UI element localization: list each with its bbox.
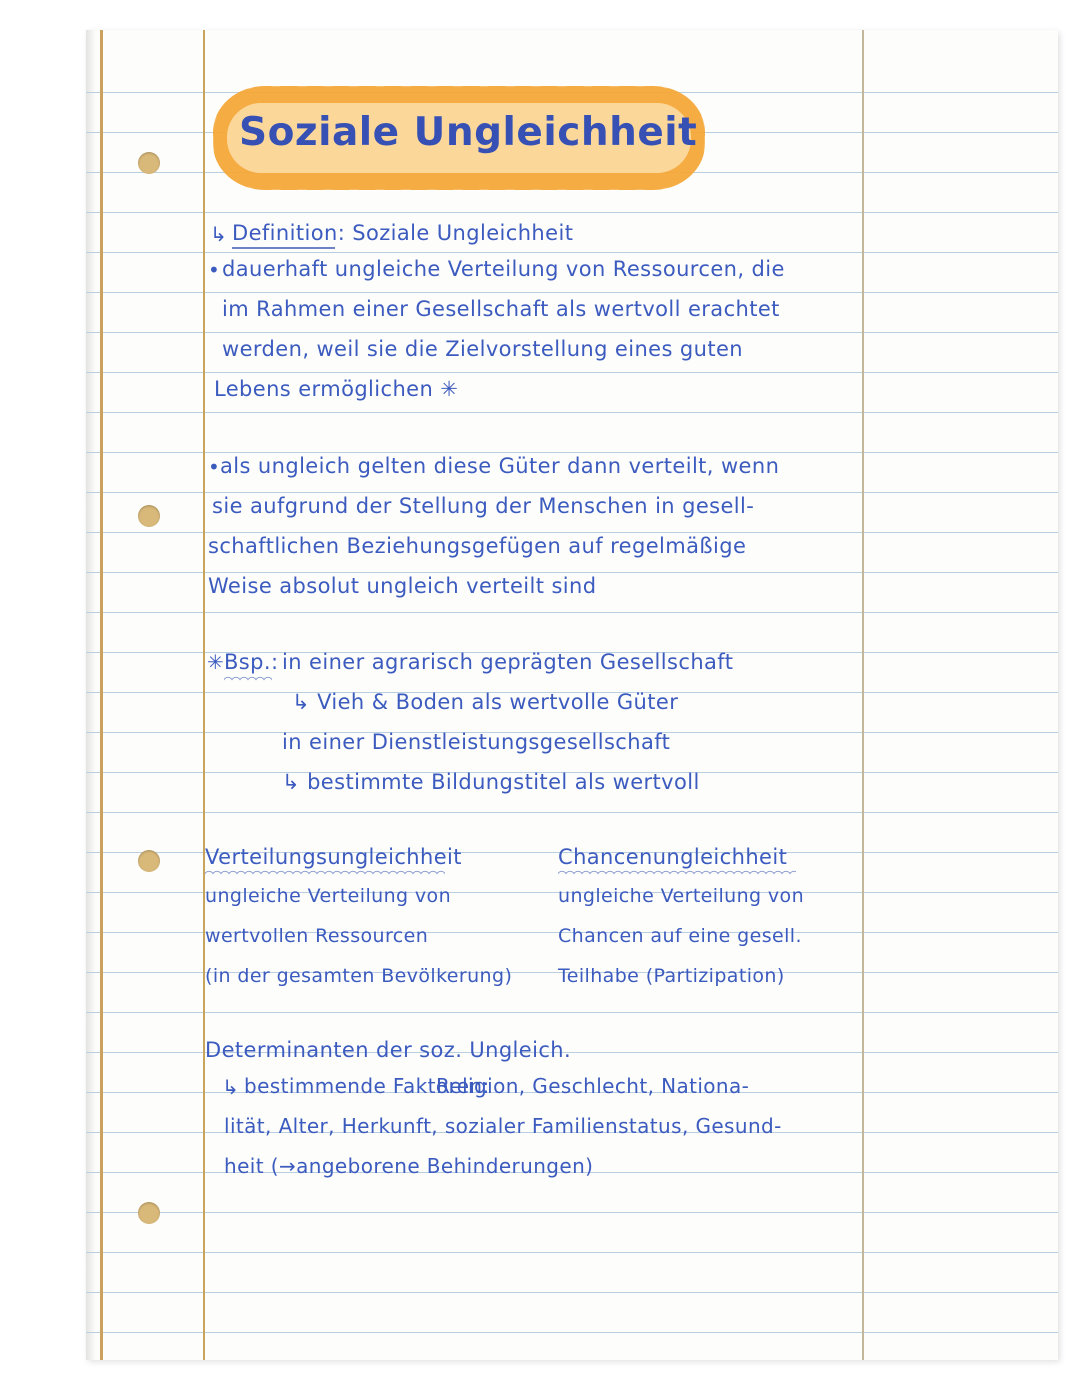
- bullet-marker: •: [208, 258, 221, 282]
- determinanten-arrow: ↳: [222, 1075, 240, 1099]
- rule-line: [86, 1332, 1058, 1333]
- example-label-underline: [224, 676, 272, 681]
- example-marker: ✳: [207, 650, 225, 674]
- rule-line: [86, 1012, 1058, 1013]
- column-line: ungleiche Verteilung von: [558, 885, 805, 907]
- rule-line: [86, 412, 1058, 413]
- definition-heading: Definition: Soziale Ungleichheit: [232, 221, 574, 245]
- example-line: in einer agrarisch geprägten Gesellschaft: [282, 650, 734, 674]
- definition-line: schaftlichen Beziehungsgefügen auf regelmäßige: [208, 534, 747, 558]
- example-line: ↳ bestimmte Bildungstitel als wertvoll: [282, 770, 700, 794]
- column-line: Chancen auf eine gesell.: [558, 925, 802, 947]
- punch-hole: [138, 152, 160, 174]
- definition-arrow: ↳: [210, 222, 228, 246]
- column-line: Teilhabe (Partizipation): [558, 965, 785, 987]
- title-block: [213, 86, 705, 190]
- column-heading-underline: [558, 870, 796, 875]
- determinanten-heading: Determinanten der soz. Ungleich.: [205, 1038, 572, 1062]
- definition-line: sie aufgrund der Stellung der Menschen in gesell-: [212, 494, 755, 518]
- determinanten-line: lität, Alter, Herkunft, sozialer Familienstatus, Gesund-: [224, 1114, 782, 1138]
- rule-line: [86, 492, 1058, 493]
- page-left-edge-line: [100, 30, 103, 1360]
- determinanten-line: Religion, Geschlecht, Nationa-: [436, 1074, 750, 1098]
- rule-line: [86, 292, 1058, 293]
- left-margin-line: [203, 30, 205, 1360]
- rule-line: [86, 452, 1058, 453]
- column-heading-verteilung: Verteilungsungleichheit: [205, 845, 462, 869]
- example-line: ↳ Vieh & Boden als wertvolle Güter: [292, 690, 679, 714]
- column-line: (in der gesamten Bevölkerung): [205, 965, 513, 987]
- example-line: in einer Dienstleistungsgesellschaft: [282, 730, 671, 754]
- rule-line: [86, 532, 1058, 533]
- column-heading-underline: [205, 870, 445, 875]
- page-title: Soziale Ungleichheit: [239, 110, 698, 155]
- rule-line: [86, 332, 1058, 333]
- determinanten-sub-label: bestimmende Faktoren:: [244, 1074, 490, 1098]
- punch-hole: [138, 505, 160, 527]
- rule-line: [86, 372, 1058, 373]
- determinanten-line: heit (→angeborene Behinderungen): [224, 1154, 594, 1178]
- column-line: wertvollen Ressourcen: [205, 925, 429, 947]
- column-heading-chancen: Chancenungleichheit: [558, 845, 788, 869]
- rule-line: [86, 812, 1058, 813]
- right-margin-line: [862, 30, 864, 1360]
- rule-line: [86, 1212, 1058, 1213]
- punch-hole: [138, 850, 160, 872]
- definition-line: als ungleich gelten diese Güter dann verteilt, wenn: [220, 454, 780, 478]
- rule-line: [86, 252, 1058, 253]
- definition-heading-underline: [232, 247, 335, 249]
- definition-line: dauerhaft ungleiche Verteilung von Ressourcen, die: [222, 257, 785, 281]
- rule-line: [86, 572, 1058, 573]
- bullet-marker: •: [208, 455, 221, 479]
- example-label: Bsp.:: [224, 650, 279, 674]
- rule-line: [86, 1252, 1058, 1253]
- definition-line: Weise absolut ungleich verteilt sind: [208, 574, 597, 598]
- rule-line: [86, 212, 1058, 213]
- rule-line: [86, 1292, 1058, 1293]
- definition-line: Lebens ermöglichen ✳: [214, 377, 459, 401]
- definition-line: im Rahmen einer Gesellschaft als wertvoll erachtet: [222, 297, 780, 321]
- punch-hole: [138, 1202, 160, 1224]
- rule-line: [86, 612, 1058, 613]
- definition-line: werden, weil sie die Zielvorstellung eines guten: [222, 337, 744, 361]
- column-line: ungleiche Verteilung von: [205, 885, 452, 907]
